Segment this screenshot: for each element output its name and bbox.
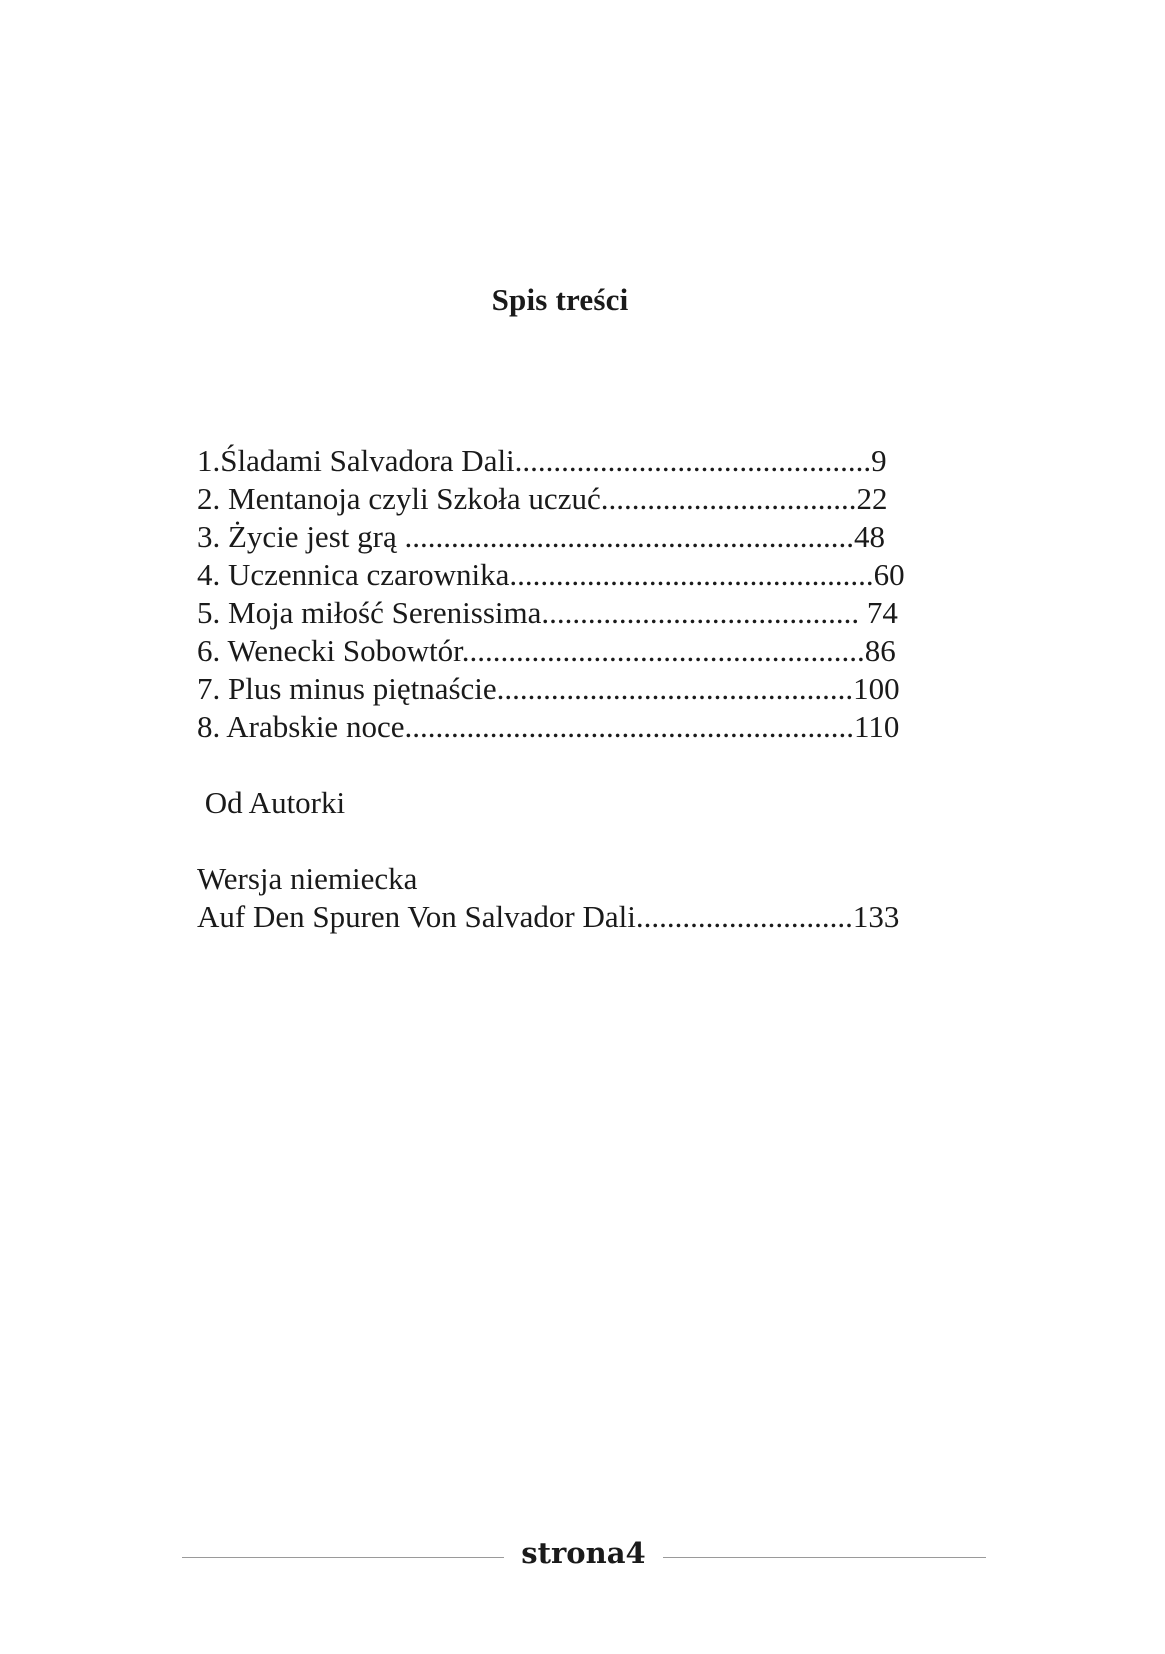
footer-rule-left	[182, 1557, 504, 1558]
page-number-label: strona4	[521, 1536, 646, 1570]
toc-entry-3: 3. Życie jest grą ..........................................................48	[197, 519, 885, 554]
afterword-entry: Od Autorki	[197, 785, 346, 820]
page-title: Spis treści	[491, 282, 629, 317]
toc-entry-8: 8. Arabskie noce..........................................................110	[197, 709, 900, 744]
toc-entry-4: 4. Uczennica czarownika...............................................60	[197, 557, 905, 592]
footer-rule-right	[663, 1557, 986, 1558]
toc-entry-2: 2. Mentanoja czyli Szkoła uczuć.................................22	[197, 481, 888, 516]
toc-entry-6: 6. Wenecki Sobowtór....................................................86	[197, 633, 896, 668]
german-version-heading: Wersja niemiecka	[197, 861, 418, 896]
toc-entry-7: 7. Plus minus piętnaście..............................................100	[197, 671, 900, 706]
toc-entry-5: 5. Moja miłość Serenissima......................................... 74	[197, 595, 898, 630]
german-version-entry: Auf Den Spuren Von Salvador Dali............................133	[197, 899, 900, 934]
toc-entry-1: 1.Śladami Salvadora Dali..............................................9	[197, 443, 887, 478]
